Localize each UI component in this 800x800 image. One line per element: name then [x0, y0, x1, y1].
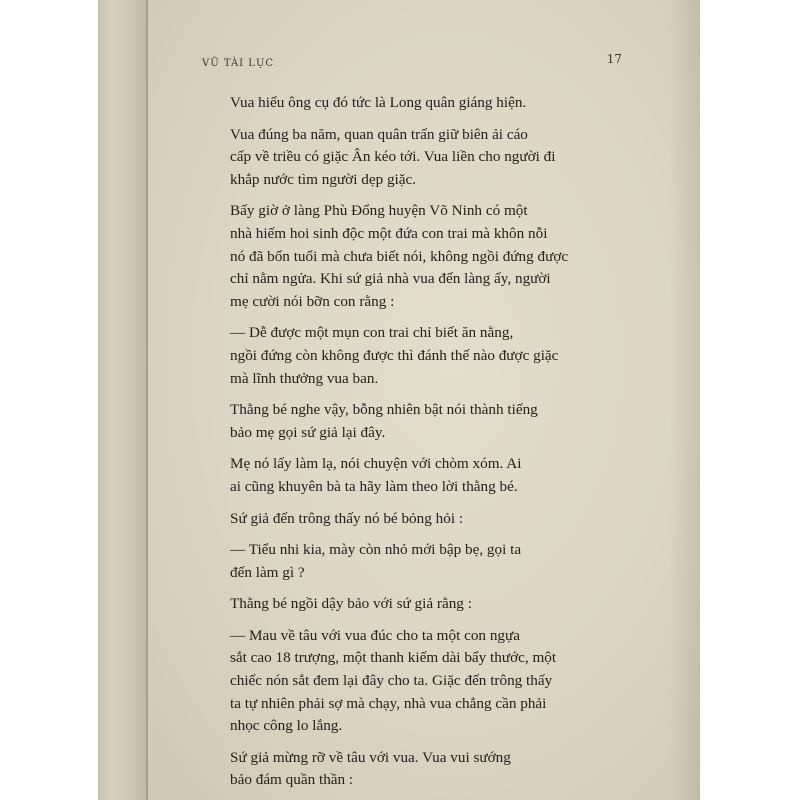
text-line: ngồi đứng còn không được thì đánh thế nào được giặc — [230, 346, 559, 364]
running-head: VŨ TÀI LỤC — [202, 58, 275, 69]
paragraph — [202, 322, 642, 390]
paragraph — [202, 508, 642, 531]
paragraph — [202, 747, 642, 792]
paragraph — [202, 92, 642, 115]
text-line: — Dễ được một mụn con trai chỉ biết ăn nằng, — [230, 324, 514, 342]
paragraph — [202, 200, 642, 313]
book-page — [148, 0, 700, 800]
text-line: mà lĩnh thưởng vua ban. — [230, 369, 379, 387]
text-line: bảo đám quần thần : — [230, 771, 354, 789]
text-line: chỉ nằm ngửa. Khi sứ giả nhà vua đến làng ấy, người — [230, 270, 551, 288]
text-line: sắt cao 18 trượng, một thanh kiếm dài bẩy thước, một — [230, 649, 557, 667]
paragraph — [202, 453, 642, 498]
text-line: chiếc nón sắt đem lại đây cho ta. Giặc đến trông thấy — [230, 672, 553, 690]
text-line: nhọc công lo lắng. — [230, 717, 343, 735]
text-line: Thằng bé nghe vậy, bỗng nhiên bật nói thành tiếng — [230, 401, 538, 419]
text-line: nhà hiếm hoi sinh độc một đứa con trai mà khôn nỗi — [230, 224, 548, 242]
text-line: Mẹ nó lấy làm lạ, nói chuyện với chòm xóm. Ai — [230, 455, 522, 473]
text-line: cấp về triều có giặc Ân kéo tới. Vua liền cho người đi — [230, 148, 556, 166]
text-line: Bấy giờ ở làng Phù Đổng huyện Võ Ninh có một — [230, 202, 528, 220]
text-line: Sứ giả đến trông thấy nó bé bỏng hỏi : — [230, 509, 464, 527]
text-line: — Mau về tâu với vua đúc cho ta một con ngựa — [230, 626, 520, 644]
text-line: Thằng bé ngồi dậy bảo với sứ giả rằng : — [230, 595, 472, 613]
text-line: Vua hiểu ông cụ đó tức là Long quân giáng hiện. — [230, 94, 527, 111]
paragraph — [202, 625, 642, 738]
text-line: Sứ giả mừng rỡ về tâu với vua. Vua vui sướng — [230, 748, 511, 766]
text-line: nó đã bốn tuổi mà chưa biết nói, không ngồi đứng được — [230, 247, 569, 265]
page-number: 17 — [606, 52, 622, 66]
text-line: Vua đúng ba năm, quan quân trấn giữ biên ải cáo — [230, 125, 528, 143]
paragraph — [202, 399, 642, 444]
text-line: mẹ cười nói bỡn con rằng : — [230, 292, 395, 310]
book-spine-edge — [98, 0, 148, 800]
body-text — [202, 92, 642, 800]
paragraph — [202, 124, 642, 192]
page-shadow — [670, 0, 700, 800]
text-line: ta tự nhiên phải sợ mà chạy, nhà vua chẳng cần phải — [230, 694, 547, 712]
page-header — [202, 50, 622, 74]
text-line: đến làm gì ? — [230, 563, 305, 581]
paragraph — [202, 539, 642, 584]
text-line: — Tiểu nhi kia, mày còn nhỏ mới bập bẹ, gọi ta — [230, 541, 522, 559]
paragraph — [202, 593, 642, 616]
text-line: ai cũng khuyên bà ta hãy làm theo lời thằng bé. — [230, 477, 518, 495]
text-line: bảo mẹ gọi sứ giả lại đây. — [230, 423, 386, 441]
text-line: khắp nước tìm người dẹp giặc. — [230, 170, 417, 188]
